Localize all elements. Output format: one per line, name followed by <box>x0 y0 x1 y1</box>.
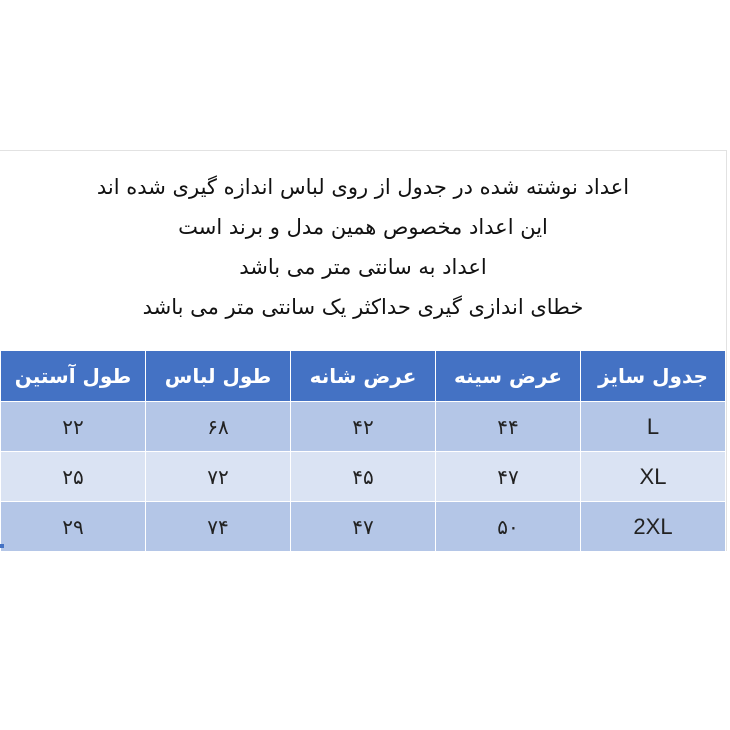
cell-sleeve-length: ۲۹ <box>1 502 146 552</box>
cell-size: XL <box>581 452 726 502</box>
cell-size: L <box>581 402 726 452</box>
table-row <box>1 502 726 552</box>
cell-sleeve-length: ۲۲ <box>1 402 146 452</box>
measurement-notes <box>0 151 726 349</box>
cell-shoulder-width: ۴۵ <box>291 452 436 502</box>
header-shoulder-width: عرض شانه <box>291 351 436 402</box>
size-table <box>0 350 726 552</box>
cell-garment-length: ۷۴ <box>146 502 291 552</box>
table-header-row <box>1 351 726 402</box>
note-line-2: این اعداد مخصوص همین مدل و برند است <box>178 215 548 239</box>
table-resize-handle <box>0 544 4 548</box>
cell-chest-width: ۴۷ <box>436 452 581 502</box>
header-size: جدول سایز <box>581 351 726 402</box>
cell-size: 2XL <box>581 502 726 552</box>
note-line-1: اعداد نوشته شده در جدول از روی لباس اندازه گیری شده اند <box>96 175 630 199</box>
cell-chest-width: ۴۴ <box>436 402 581 452</box>
table-row <box>1 452 726 502</box>
note-line-4: خطای اندازی گیری حداکثر یک سانتی متر می باشد <box>142 295 584 319</box>
cell-chest-width: ۵۰ <box>436 502 581 552</box>
cell-garment-length: ۷۲ <box>146 452 291 502</box>
cell-garment-length: ۶۸ <box>146 402 291 452</box>
header-garment-length: طول لباس <box>146 351 291 402</box>
cell-shoulder-width: ۴۷ <box>291 502 436 552</box>
cell-sleeve-length: ۲۵ <box>1 452 146 502</box>
header-sleeve-length: طول آستین <box>1 351 146 402</box>
table-row <box>1 402 726 452</box>
cell-shoulder-width: ۴۲ <box>291 402 436 452</box>
note-line-3: اعداد به سانتی متر می باشد <box>239 255 487 279</box>
header-chest-width: عرض سینه <box>436 351 581 402</box>
size-chart-sheet <box>0 150 727 551</box>
